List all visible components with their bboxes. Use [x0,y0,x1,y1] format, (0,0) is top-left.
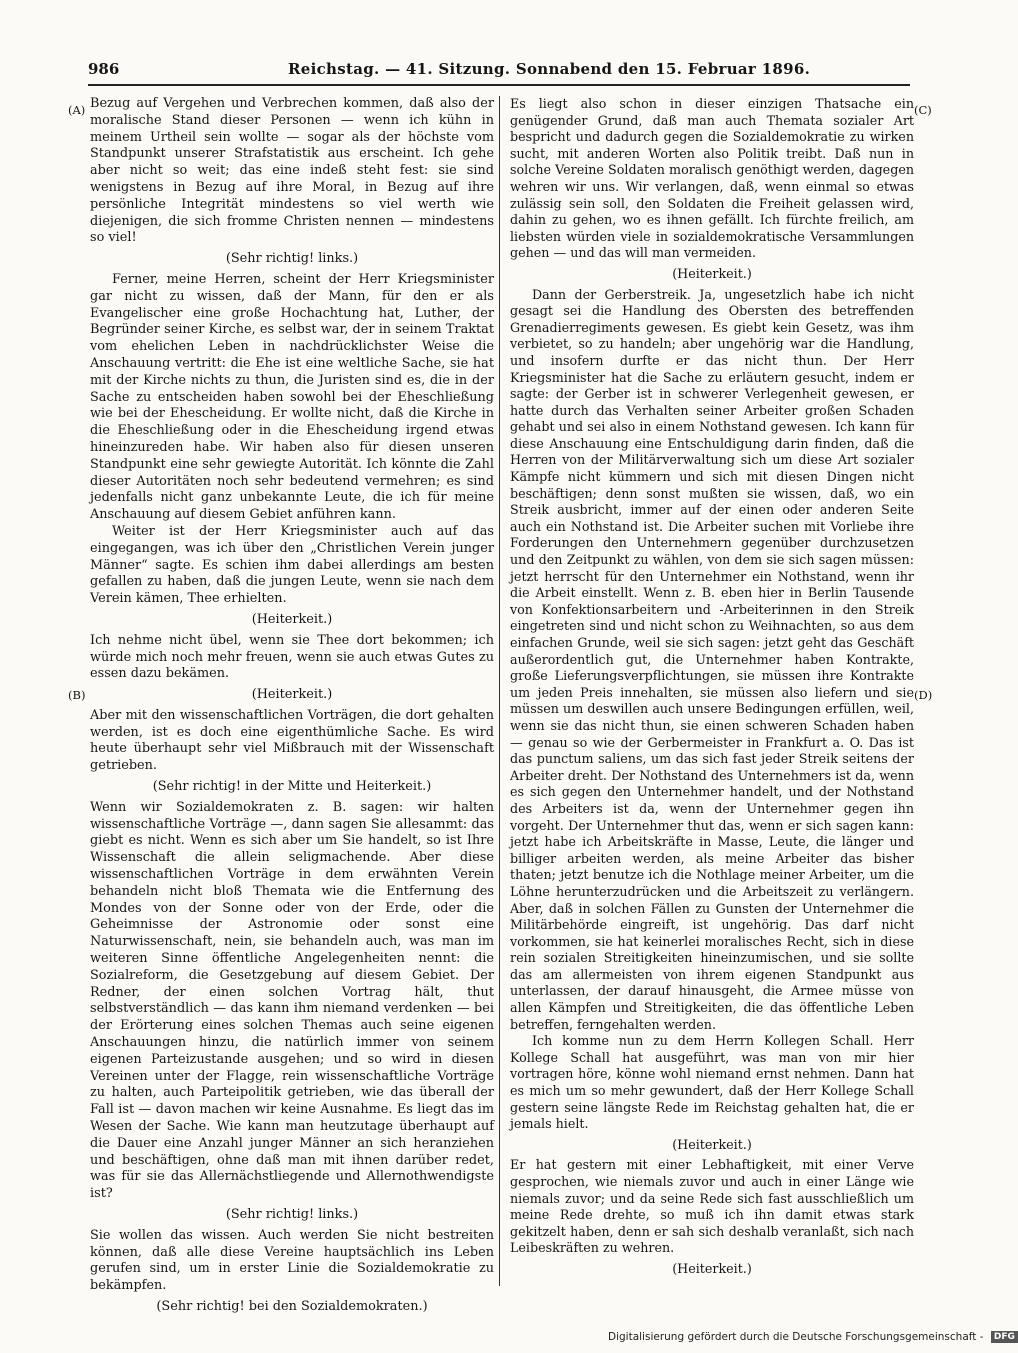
interjection: (Sehr richtig! in der Mitte und Heiterkeit.) [152,779,432,795]
interjection: (Sehr richtig! links.) [225,251,359,267]
page-header [88,60,910,86]
footer-credit [608,1331,1015,1347]
footer-text: Digitalisierung gefördert durch die Deutsche Forschungsgemeinschaft - [608,1331,984,1343]
running-title: Reichstag. — 41. Sitzung. Sonnabend den 15. Februar 1896. [288,60,811,78]
interjection: (Heiterkeit.) [251,687,333,703]
paragraph: Aber mit den wissenschaftlichen Vorträgen, die dort gehalten werden, ist es doch eine eigenthümliche Sache. Es wird heute überhaupt sehr viel Mißbrauch mit der Wissenschaft getrieben. [90,707,494,774]
interjection: (Sehr richtig! links.) [225,1207,359,1222]
margin-marker-d: (D) [914,688,933,702]
interjection: (Heiterkeit.) [672,1260,752,1276]
paragraph: Wenn wir Sozialdemokraten z. B. sagen: wir halten wissenschaftliche Vorträge —, dann sagen Sie allesammt: das giebt es nicht. Wenn es sich aber um Sie handelt, so ist Ihre Wissenschaft die allein seligmachende. Aber diese wissenschaftlichen Vorträge in dem erwähnten Verein behandeln nicht bloß Themata wie die Entfernung des Mondes von der Sonne oder von der Erde, oder die Geheimnisse der Astronomie oder sonst eine Naturwissenschaft, nein, sie behandeln auch, was man im weiteren Sinne öffentliche Angelegenheiten nennt: die Sozialreform, die Gesetzgebung auf diesem Gebiet. Der Redner, der einen solchen Vortrag hält, thut selbstverständlich — das kann ihm niemand verdenken — bei der Erörterung eines solchen Themas auch seine eigenen Anschauungen hinzu, die natürlich immer von seinem eigenen Parteizustande ausgehen; und so wird in diesen Vereinen unter der Flagge, rein wissenschaftliche Vorträge zu halten, auch Parteipolitik getrieben, wie das überall der Fall ist — davon machen wir keine Ausnahme. Es liegt das im Wesen der Sache. Wie kann man heutzutage überhaupt auf die Dauer eine Anzahl junger Männer an sich heranziehen und beschäftigen, ohne daß man mit ihnen darüber redet, was für sie das Allernächstliegende und Allernothwendigste ist? [90,799,494,1202]
page-number: 986 [88,60,120,78]
paragraph: Bezug auf Vergehen und Verbrechen kommen, daß also der moralische Stand dieser Personen — wenn ich kühn in meinem Urtheil sein wollte — sogar als der höchste vom Standpunkt unserer Strafstatistik aus erscheint. Ich gehe aber nicht so weit; das eine indeß steht fest: sie sind wenigstens in Bezug auf ihre Moral, in Bezug auf ihre persönliche Integrität mindestens so viel werth wie diejenigen, die sich fromme Christen nennen — mindestens so viel! [90,96,494,246]
header-rule [88,84,910,86]
paragraph: Es liegt also schon in dieser einzigen Thatsache ein genügender Grund, daß man auch Themata sozialer Art bespricht und dadurch gegen die Sozialdemokratie zu wirken sucht, mit anderen Worten also Politik treibt. Daß nun in solche Vereine Soldaten moralisch genöthigt werden, dagegen wehren wir uns. Wir verlangen, daß, wenn einmal so etwas zulässig sein soll, den Soldaten die Freiheit gelassen wird, dahin zu gehen, wo es ihnen gefällt. Ich fürchte freilich, am liebsten würden viele in sozialdemokratische Versammlungen gehen — und das will man vermeiden. [510,96,914,261]
column-divider [499,96,500,1286]
margin-marker-a: (A) [68,103,86,117]
paragraph: Er hat gestern mit einer Lebhaftigkeit, mit einer Verve gesprochen, wie niemals zuvor und auch in einer Länge wie niemals zuvor; und da seine Rede sich fast ausschließlich um meine Rede drehte, so muß ich ihn damit etwas stark gekitzelt haben, denn er sah sich deshalb veranlaßt, sich nach Leibeskräften zu wehren. [510,1157,914,1256]
right-text-column [510,96,914,1282]
margin-marker-b: (B) [68,688,86,702]
interjection: (Heiterkeit.) [251,611,333,627]
margin-marker-c: (C) [914,103,932,117]
left-text-column [90,96,494,1320]
dfg-logo: DFG [991,1331,1018,1343]
paragraph: Ich komme nun zu dem Herrn Kollegen Schall. Herr Kollege Schall hat ausgeführt, was man von mir hier vortragen höre, könne wohl niemand ernst nehmen. Dann hat es mich um so mehr gewundert, daß der Herr Kollege Schall gestern seine längste Rede im Reichstag gehalten hat, die er jemals hielt. [510,1033,914,1132]
paragraph: Dann der Gerberstreik. Ja, ungesetzlich habe ich nicht gesagt sei die Handlung des Obersten des betreffenden Grenadierregiments gewesen. Es giebt kein Gesetz, was ihm verbietet, so zu handeln; aber ungehörig war die Handlung, und insofern durfte er das nicht thun. Der Herr Kriegsminister hat die Sache zu erläutern gesucht, indem er sagte: der Gerber ist in schwerer Verlegenheit gewesen, er hatte durch das Verhalten seiner Arbeiter großen Schaden gehabt und sei also in einem Nothstand gewesen. Ich kann für diese Anschauung eine Entschuldigung darin finden, daß die Herren von der Militärverwaltung sich um diese Art sozialer Kämpfe nicht kümmern und sich mit diesen Dingen nicht beschäftigen; denn sonst mußten sie wissen, daß, wo ein Streik ausbricht, immer auf der einen oder anderen Seite auch ein Nothstand ist. Die Arbeiter suchen mit Vorliebe ihre Forderungen den Unternehmern gegenüber durchzusetzen und den Zeitpunkt zu wählen, von dem sie sich sagen müssen: jetzt herrscht für den Unternehmer ein Nothstand, wenn ihr die Arbeit einstellt. Wenn z. B. eben hier in Berlin Tausende von Konfektionsarbeitern und -Arbeiterinnen in den Streik eingetreten sind und nicht schon zu Weihnachten, so aus dem einfachen Grunde, weil sie sich sagen: jetzt geht das Geschäft außerordentlich gut, die Unternehmer haben Kontrakte, große Lieferungsverpflichtungen, sie müssen ihre Kontrakte um jeden Preis innehalten, sie müssen also liefern und sie müssen um deswillen auch unsere Bedingungen erfüllen, weil, wenn sie das nicht thun, sie einen schweren Schaden haben — genau so wie der Gerbermeister in Frankfurt a. O. Das ist das punctum saliens, um das sich fast jeder Streik seitens der Arbeiter dreht. Der Nothstand des Unternehmers ist da, wenn es sich gegen den Unternehmer handelt, und der Nothstand des Arbeiters ist da, wenn der Unternehmer gegen ihn vorgeht. Der Unternehmer thut das, wenn er sich sagen kann: jetzt habe ich Arbeitskräfte in Masse, Leute, die länger und billiger arbeiten werden, als meine Arbeiter das bisher thaten; jetzt benutze ich die Nothlage meiner Arbeiter, um die Löhne herunterzudrücken und die Arbeitszeit zu verlängern. Aber, daß in solchen Fällen zu Gunsten der Unternehmer die Militärbehörde eingreift, ist ungehörig. Das darf nicht vorkommen, sie hat keinerlei moralisches Recht, sich in diese rein sozialen Streitigkeiten hineinzumischen, und sie sollte das am allermeisten von ihrem eigenen Standpunkt aus unterlassen, der darauf hinausgeht, die Armee müsse von allen Kämpfen und Streitigkeiten, die das öffentliche Leben betreffen, ferngehalten werden. [510,286,914,1032]
interjection: (Heiterkeit.) [672,265,752,281]
interjection: (Sehr richtig! bei den Sozialdemokraten.) [156,1298,428,1314]
paragraph: Weiter ist der Herr Kriegsminister auch auf das eingegangen, was ich über den „Christlichen Verein junger Männer“ sagte. Es schien ihm dabei allerdings am besten gefallen zu haben, daß die jungen Leute, wenn sie nach dem Verein kämen, Thee erhielten. [90,523,494,607]
paragraph: Sie wollen das wissen. Auch werden Sie nicht bestreiten können, daß alle diese Vereine hauptsächlich ins Leben gerufen sind, um in erster Linie die Sozialdemokratie zu bekämpfen. [90,1227,494,1294]
paragraph: Ich nehme nicht übel, wenn sie Thee dort bekommen; ich würde mich noch mehr freuen, wenn sie auch etwas Gutes zu essen dazu bekämen. [90,632,494,682]
paragraph: Ferner, meine Herren, scheint der Herr Kriegsminister gar nicht zu wissen, daß der Mann, für den er als Evangelischer eine große Hochachtung hat, Luther, der Begründer seiner Kirche, es selbst war, der in seinem Traktat vom ehelichen Leben in nachdrücklichster Weise die Anschauung vertritt: die Ehe ist eine weltliche Sache, sie hat mit der Kirche nichts zu thun, die Juristen sind es, die in der Sache zu entscheiden haben sowohl bei der Eheschließung wie bei der Ehescheidung. Er wollte nicht, daß die Kirche in die Eheschließung oder in die Ehescheidung irgend etwas hineinzureden habe. Wir haben also für diesen unseren Standpunkt eine sehr gewiegte Autorität. Ich könnte die Zahl dieser Autoritäten noch sehr bedeutend vermehren; es sind jedenfalls nicht ganz unbekannte Leute, die ich für meine Anschauung auf diesem Gebiet anführen kann. [90,271,494,523]
interjection: (Heiterkeit.) [672,1136,752,1152]
